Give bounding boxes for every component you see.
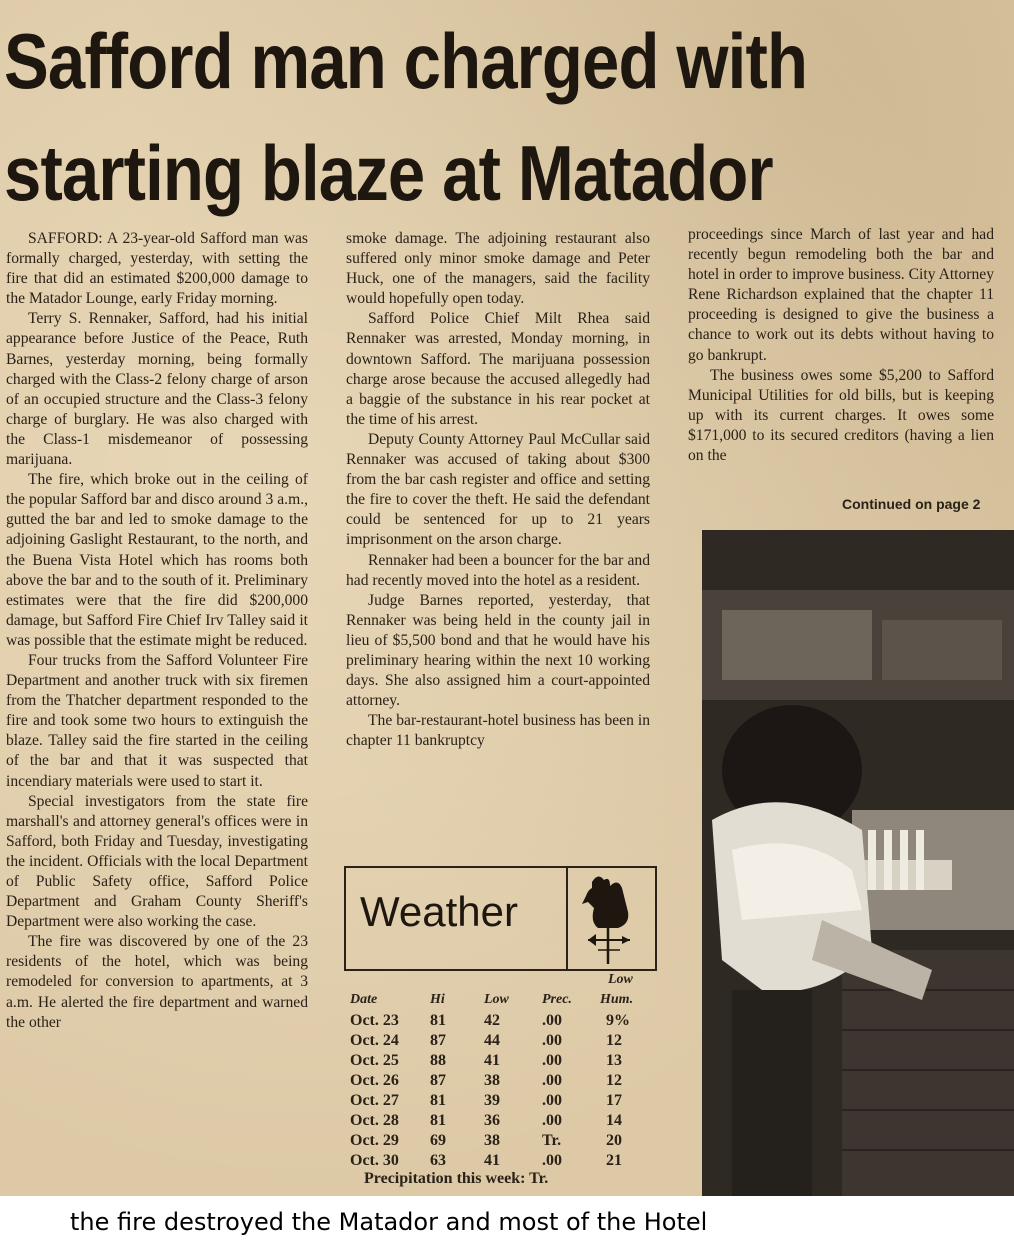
- weather-cell: .00: [542, 1092, 562, 1109]
- weather-cell: Oct. 24: [350, 1032, 399, 1049]
- paragraph: The fire was discovered by one of the 23 residents of the hotel, which was being remodeled for conversion to apartments, at 3 a.m. He alerted the fire department and warned the other: [6, 933, 308, 1031]
- weather-cell: 63: [430, 1152, 446, 1169]
- rooster-weathervane-icon: [568, 868, 653, 969]
- photo-caption: the fire destroyed the Matador and most of the Hotel: [70, 1208, 708, 1236]
- weather-cell: 13: [606, 1052, 622, 1069]
- weather-cell: .00: [542, 1072, 562, 1089]
- weather-cell: 12: [606, 1032, 622, 1049]
- paragraph: smoke damage. The adjoining restaurant also suffered only minor smoke damage and Peter Huck, one of the managers, said the facility would hopefully open today.: [346, 230, 650, 308]
- weather-cell: 20: [606, 1132, 622, 1149]
- weather-cell: 42: [484, 1012, 500, 1029]
- paragraph: Terry S. Rennaker, Safford, had his initial appearance before Justice of the Peace, Ruth Barnes, yesterday morning, being formally charged with the Class-2 felony charge of arson of an occupied structure and the Class-3 felony charge of burglary. He was also charged with the Class-1 misdemeanor of possessing marijuana.: [6, 310, 308, 469]
- paragraph: The business owes some $5,200 to Safford Municipal Utilities for old bills, but is keeping up with its current charges. It owes some $171,000 to its secured creditors (having a lien on the: [688, 366, 994, 465]
- paragraph: Special investigators from the state fire marshall's and attorney general's offices were in Safford, both Friday and Tuesday, investigating the incident. Officials with the local Department of Public Safety office, Safford Police Department and Graham County Sheriff's Department were also working the case.: [6, 792, 308, 931]
- weather-cell: 39: [484, 1092, 500, 1109]
- weather-cell: Oct. 29: [350, 1132, 399, 1149]
- weather-cell: 87: [430, 1032, 446, 1049]
- paragraph: SAFFORD: A 23-year-old Safford man was formally charged, yesterday, with setting the fire that did an estimated $200,000 damage to the Matador Lounge, early Friday morning.: [6, 230, 308, 308]
- weather-cell: 81: [430, 1012, 446, 1029]
- article-column-2: [346, 229, 650, 751]
- weather-cell: .00: [542, 1152, 562, 1169]
- weather-cell: 81: [430, 1092, 446, 1109]
- paragraph: The fire, which broke out in the ceiling of the popular Safford bar and disco around 3 a.m., gutted the bar and led to smoke damage to the adjoining Gaslight Restaurant, to the north, and the Buena Vista Hotel which has rooms both above the bar and to the south of it. Preliminary estimates were that the fire did $200,000 damage, but Safford Fire Chief Irv Talley said it was possible that the estimate might be reduced.: [6, 471, 308, 649]
- weather-cell: 9%: [606, 1012, 630, 1029]
- weather-cell: Oct. 26: [350, 1072, 399, 1089]
- weather-rows: [346, 1012, 656, 1172]
- weather-row: [346, 1012, 656, 1032]
- weather-cell: .00: [542, 1112, 562, 1129]
- weather-cell: .00: [542, 1032, 562, 1049]
- headline-line-1: Safford man charged with: [4, 17, 808, 105]
- weather-cell: 81: [430, 1112, 446, 1129]
- paragraph: The bar-restaurant-hotel business has been in chapter 11 bankruptcy: [346, 712, 650, 750]
- weather-cell: Oct. 28: [350, 1112, 399, 1129]
- weather-cell: 41: [484, 1152, 500, 1169]
- weather-cell: 38: [484, 1132, 500, 1149]
- weather-title: Weather: [360, 888, 518, 935]
- weather-row: [346, 1032, 656, 1052]
- weather-table: [346, 972, 656, 1172]
- weather-cell: 38: [484, 1072, 500, 1089]
- weather-cell: 14: [606, 1112, 622, 1129]
- paragraph: Judge Barnes reported, yesterday, that Rennaker was being held in the county jail in lieu of $5,500 bond and that he would have his preliminary hearing within the next 10 working days. She also assigned him a court-appointed attorney.: [346, 591, 650, 710]
- weather-cell: 44: [484, 1032, 500, 1049]
- weather-row: [346, 1132, 656, 1152]
- weather-cell: Tr.: [542, 1132, 562, 1149]
- weather-box: [344, 866, 657, 971]
- paragraph: proceedings since March of last year and had recently begun remodeling both the bar and hotel in order to improve business. City Attorney Rene Richardson explained that the chapter 11 proceeding is designed to give the business a chance to work out its debts without having to go bankrupt.: [688, 226, 994, 364]
- weather-cell: Oct. 30: [350, 1152, 399, 1169]
- weather-cell: 87: [430, 1072, 446, 1089]
- weather-row: [346, 1112, 656, 1132]
- paragraph: Safford Police Chief Milt Rhea said Rennaker was arrested, Monday morning, in downtown Safford. The marijuana possession charge arose because the accused allegedly had a baggie of the substance in his rear pocket at the time of his arrest.: [346, 310, 650, 428]
- weather-row: [346, 1152, 656, 1172]
- news-photo: [702, 530, 1014, 1196]
- precipitation-week: Precipitation this week: Tr.: [364, 1170, 549, 1187]
- paragraph: Four trucks from the Safford Volunteer Fire Department and another truck with six firemen from the Thatcher department responded to the fire and took some two hours to extinguish the blaze. Talley said the fire started in the ceiling of the bar and that it was suspected that incendiary materials were used to start it.: [6, 651, 308, 790]
- header-low: Low: [484, 992, 509, 1007]
- weather-cell: 88: [430, 1052, 446, 1069]
- header-hi: Hi: [430, 992, 445, 1007]
- weather-cell: 36: [484, 1112, 500, 1129]
- weather-cell: Oct. 25: [350, 1052, 399, 1069]
- photo-illustration: [702, 530, 1014, 1196]
- weather-row: [346, 1052, 656, 1072]
- weather-icon-frame: [566, 868, 657, 969]
- weather-cell: 21: [606, 1152, 622, 1169]
- article-column-1: [6, 229, 308, 1033]
- header-prec: Prec.: [542, 992, 572, 1007]
- header-hum: Hum.: [600, 992, 634, 1007]
- weather-cell: Oct. 23: [350, 1012, 399, 1029]
- weather-cell: 17: [606, 1092, 622, 1109]
- paragraph: Rennaker had been a bouncer for the bar and had recently moved into the hotel as a resident.: [346, 551, 650, 589]
- weather-cell: 69: [430, 1132, 446, 1149]
- paragraph: Deputy County Attorney Paul McCullar said Rennaker was accused of taking about $300 from the bar cash register and office and setting the fire to cover the theft. He said the defendant could be sentenced for up to 21 years imprisonment on the arson charge.: [346, 430, 650, 549]
- weather-cell: 41: [484, 1052, 500, 1069]
- weather-cell: .00: [542, 1052, 562, 1069]
- weather-low-label-row: [346, 972, 656, 992]
- article-column-3: [688, 225, 994, 466]
- weather-cell: Oct. 27: [350, 1092, 399, 1109]
- weather-cell: 12: [606, 1072, 622, 1089]
- weather-row: [346, 1072, 656, 1092]
- continued-on-page-2: Continued on page 2: [842, 496, 981, 512]
- weather-row: [346, 1092, 656, 1112]
- weather-cell: .00: [542, 1012, 562, 1029]
- headline-line-2: starting blaze at Matador: [4, 129, 773, 217]
- header-date: Date: [350, 992, 378, 1007]
- weather-low-label: Low: [608, 972, 633, 987]
- weather-header-row: [346, 992, 656, 1012]
